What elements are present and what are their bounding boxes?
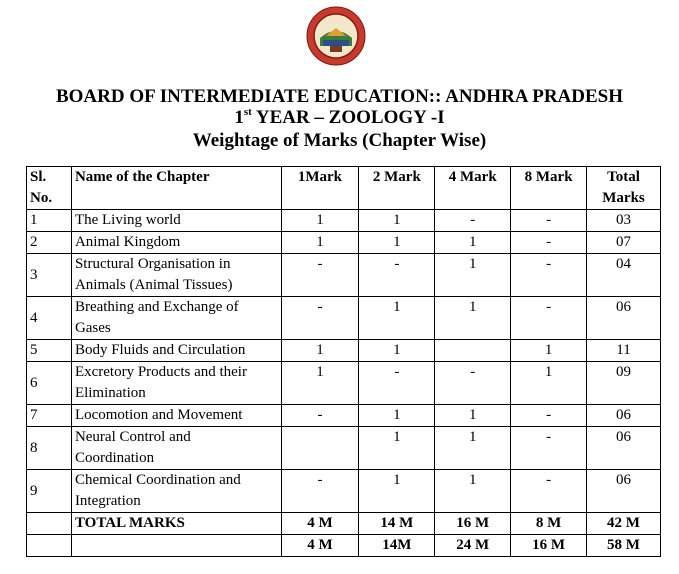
row-2mark: 1	[359, 405, 435, 427]
row-sl: 3	[27, 254, 72, 297]
document-subtitle: Weightage of Marks (Chapter Wise)	[192, 130, 487, 151]
row-8mark: -	[511, 232, 587, 254]
row-2mark: -	[359, 254, 435, 297]
row-4mark: 1	[435, 297, 511, 340]
final-total: 58 M	[587, 535, 661, 557]
course-title-sup: st	[243, 105, 252, 118]
row-1mark: -	[281, 297, 359, 340]
board-emblem-logo	[306, 6, 366, 66]
header-total	[587, 167, 661, 210]
final-sl-empty	[27, 535, 72, 557]
total-2mark: 14 M	[359, 513, 435, 535]
row-chapter: Animal Kingdom	[71, 232, 281, 254]
row-2mark: 1	[359, 297, 435, 340]
row-1mark: 1	[281, 340, 359, 362]
row-chapter	[71, 254, 281, 297]
row-8mark: -	[511, 405, 587, 427]
row-8mark: -	[511, 427, 587, 470]
row-8mark: -	[511, 470, 587, 513]
row-2mark: 1	[359, 427, 435, 470]
row-2mark: 1	[359, 470, 435, 513]
row-8mark: 1	[511, 362, 587, 405]
row-1mark: -	[281, 254, 359, 297]
row-chapter: Body Fluids and Circulation	[71, 340, 281, 362]
table-row	[27, 232, 661, 254]
course-title-rest: YEAR – ZOOLOGY -I	[251, 107, 445, 128]
row-8mark: -	[511, 254, 587, 297]
row-chapter-line1: Neural Control and	[74, 429, 191, 445]
total-marks-row	[27, 513, 661, 535]
row-total: 09	[587, 362, 661, 405]
row-total: 06	[587, 297, 661, 340]
row-sl: 8	[27, 427, 72, 470]
final-2mark: 14M	[359, 535, 435, 557]
final-8mark: 16 M	[511, 535, 587, 557]
row-sl: 4	[27, 297, 72, 340]
row-8mark: -	[511, 297, 587, 340]
header-4mark: 4 Mark	[435, 167, 511, 210]
table-row	[27, 405, 661, 427]
total-sl-empty	[27, 513, 72, 535]
final-4mark: 24 M	[435, 535, 511, 557]
total-8mark: 8 M	[511, 513, 587, 535]
table-row	[27, 362, 661, 405]
header-total-line1: Total	[607, 169, 640, 185]
row-4mark: 1	[435, 232, 511, 254]
row-sl: 9	[27, 470, 72, 513]
row-chapter	[71, 470, 281, 513]
row-chapter-line2: Gases	[74, 320, 111, 336]
row-8mark: 1	[511, 340, 587, 362]
row-total: 06	[587, 470, 661, 513]
row-chapter	[71, 362, 281, 405]
row-sl: 7	[27, 405, 72, 427]
table-row	[27, 470, 661, 513]
total-4mark: 16 M	[435, 513, 511, 535]
total-total: 42 M	[587, 513, 661, 535]
row-2mark: 1	[359, 210, 435, 232]
row-4mark	[435, 340, 511, 362]
row-total: 07	[587, 232, 661, 254]
row-2mark: -	[359, 362, 435, 405]
row-1mark: -	[281, 405, 359, 427]
header-1mark: 1Mark	[281, 167, 359, 210]
row-chapter-line2: Coordination	[74, 450, 155, 466]
header-8mark: 8 Mark	[511, 167, 587, 210]
header-sl-line1: Sl.	[30, 169, 47, 185]
header-total-line2: Marks	[602, 190, 645, 206]
header-sl	[27, 167, 72, 210]
row-sl: 6	[27, 362, 72, 405]
row-2mark: 1	[359, 340, 435, 362]
row-chapter	[71, 297, 281, 340]
row-4mark: -	[435, 362, 511, 405]
table-row	[27, 210, 661, 232]
table-row	[27, 427, 661, 470]
row-chapter-line1: Excretory Products and their	[74, 364, 247, 380]
header-sl-line2: No.	[30, 190, 53, 206]
row-1mark: -	[281, 470, 359, 513]
total-1mark: 4 M	[281, 513, 359, 535]
weightage-table	[26, 166, 661, 557]
row-sl: 2	[27, 232, 72, 254]
row-sl: 1	[27, 210, 72, 232]
row-total: 03	[587, 210, 661, 232]
row-1mark: 1	[281, 362, 359, 405]
final-marks-row	[27, 535, 661, 557]
row-4mark: 1	[435, 405, 511, 427]
row-chapter: The Living world	[71, 210, 281, 232]
row-chapter-line2: Integration	[74, 493, 141, 509]
row-chapter-line1: Structural Organisation in	[74, 256, 231, 272]
row-chapter-line2: Animals (Animal Tissues)	[74, 277, 233, 293]
header-2mark: 2 Mark	[359, 167, 435, 210]
board-title: BOARD OF INTERMEDIATE EDUCATION:: ANDHRA PRADESH	[55, 86, 624, 107]
row-1mark	[281, 427, 359, 470]
row-chapter-line1: Breathing and Exchange of	[74, 299, 239, 315]
row-total: 04	[587, 254, 661, 297]
final-1mark: 4 M	[281, 535, 359, 557]
course-title-prefix: 1	[234, 107, 244, 128]
table-row	[27, 254, 661, 297]
course-title	[0, 107, 679, 129]
row-4mark: 1	[435, 427, 511, 470]
table-row	[27, 340, 661, 362]
row-1mark: 1	[281, 232, 359, 254]
table-row	[27, 297, 661, 340]
final-label-empty	[71, 535, 281, 557]
total-marks-label: TOTAL MARKS	[71, 513, 281, 535]
row-chapter-line2: Elimination	[74, 385, 146, 401]
row-chapter	[71, 427, 281, 470]
row-total: 11	[587, 340, 661, 362]
row-total: 06	[587, 405, 661, 427]
row-chapter-line1: Chemical Coordination and	[74, 472, 241, 488]
header-chapter: Name of the Chapter	[71, 167, 281, 210]
row-chapter: Locomotion and Movement	[71, 405, 281, 427]
header-row	[27, 167, 661, 210]
row-4mark: 1	[435, 470, 511, 513]
row-2mark: 1	[359, 232, 435, 254]
row-sl: 5	[27, 340, 72, 362]
row-4mark: -	[435, 210, 511, 232]
row-4mark: 1	[435, 254, 511, 297]
row-8mark: -	[511, 210, 587, 232]
row-total: 06	[587, 427, 661, 470]
row-1mark: 1	[281, 210, 359, 232]
